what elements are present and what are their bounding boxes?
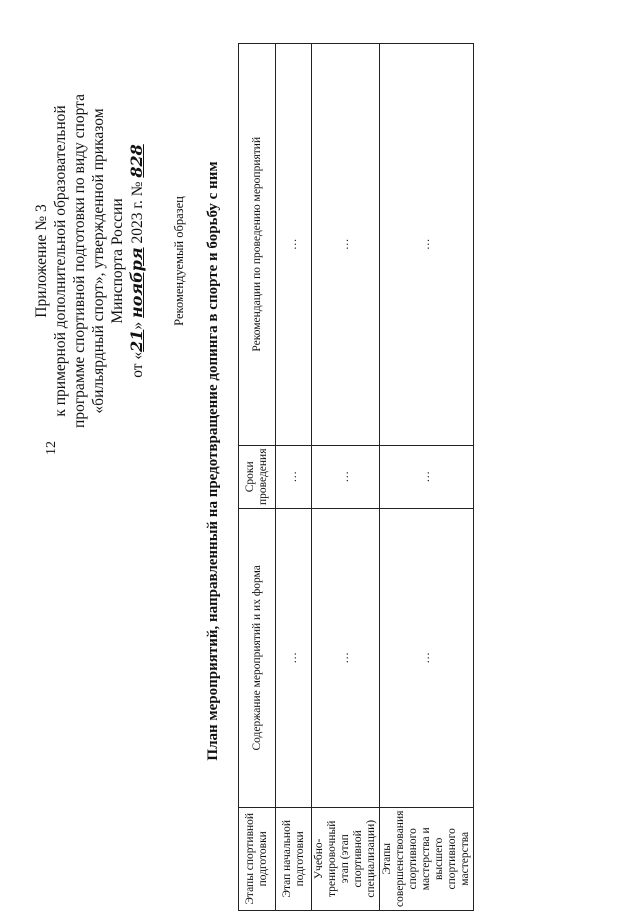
appendix-line-5: Минспорта России — [109, 198, 126, 324]
header-recommendations: Рекомендации по проведению мероприятий — [239, 44, 276, 446]
order-date-line — [127, 41, 147, 481]
row-stage: Этап начальной подготовки — [276, 807, 312, 910]
order-mid-1: » — [129, 317, 146, 330]
header-term: Сроки проведения — [239, 445, 276, 509]
table-row — [276, 44, 312, 911]
row-stage: Этапы совершенствования спортивного мастерства и высшего спортивного мастерства — [380, 807, 474, 910]
order-prefix: от « — [129, 351, 146, 378]
appendix-line-3: программе спортивной подготовки по виду спорта — [71, 94, 88, 428]
appendix-number: Приложение № 3 — [33, 204, 50, 318]
plan-table — [238, 43, 474, 911]
row-stage: Учебно-тренировочный этап (этап спортивной специализации) — [312, 807, 380, 910]
row-recommendations: … — [380, 44, 474, 446]
row-term: … — [276, 445, 312, 509]
header-content: Содержание мероприятий и их форма — [239, 509, 276, 808]
row-term: … — [380, 445, 474, 509]
appendix-header — [32, 41, 147, 481]
order-number: 828 — [127, 144, 146, 178]
row-term: … — [312, 445, 380, 509]
appendix-line-2: к примерной дополнительной образовательной — [52, 105, 69, 417]
row-recommendations: … — [312, 44, 380, 446]
table-row — [380, 44, 474, 911]
row-content: … — [276, 509, 312, 808]
row-content: … — [312, 509, 380, 808]
plan-title: План мероприятий, направленный на предотвращение допинга в спорте и борьбу с ним — [205, 161, 221, 761]
table-header-row — [239, 44, 276, 911]
order-mid-2: 2023 г. № — [129, 177, 146, 248]
page-number: 12 — [44, 441, 59, 455]
rotated-page-content — [20, 11, 620, 911]
order-day: 21 — [127, 329, 146, 352]
row-recommendations: … — [276, 44, 312, 446]
header-stage: Этапы спортивной подготовки — [239, 807, 276, 910]
appendix-line-4: «бильярдный спорт», утвержденной приказом — [90, 108, 107, 414]
table-row — [312, 44, 380, 911]
recommended-sample-label: Рекомендуемый образец — [172, 196, 186, 326]
row-content: … — [380, 509, 474, 808]
order-month: ноября — [127, 247, 146, 318]
